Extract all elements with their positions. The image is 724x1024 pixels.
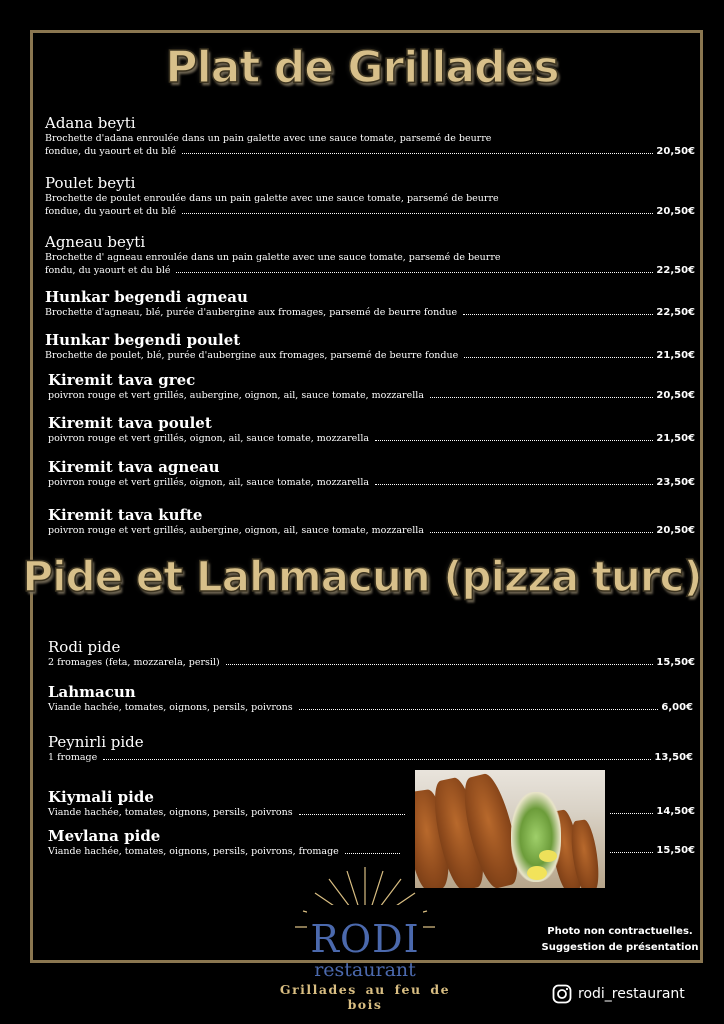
item-name: Hunkar begendi agneau xyxy=(45,288,248,306)
instagram-link[interactable] xyxy=(552,984,685,1004)
item-price: 15,50€ xyxy=(656,845,695,856)
item-price: 21,50€ xyxy=(656,433,695,444)
menu-item-rodi-pide xyxy=(48,639,695,669)
menu-item-hunkar-poulet xyxy=(45,332,695,362)
item-desc: fondu, du yaourt et du blé xyxy=(45,265,171,276)
menu-item-kiymali-price-row xyxy=(610,806,695,817)
dot-leader xyxy=(226,664,654,665)
menu-item-kiymali-pide xyxy=(48,789,408,819)
dot-leader xyxy=(610,813,653,814)
item-name: Agneau beyti xyxy=(45,233,146,251)
item-name: Mevlana pide xyxy=(48,827,161,845)
menu-item-adana-beyti xyxy=(45,115,695,158)
item-price: 22,50€ xyxy=(656,265,695,276)
item-desc: Brochette de poulet enroulée dans un pain galette avec une sauce tomate, parsemé de beurre xyxy=(45,193,499,204)
item-price: 21,50€ xyxy=(656,350,695,361)
menu-item-kiremit-agneau xyxy=(48,459,695,489)
item-desc: Viande hachée, tomates, oignons, persils, poivrons xyxy=(48,807,293,818)
item-desc: poivron rouge et vert grillés, aubergine, oignon, ail, sauce tomate, mozzarella xyxy=(48,525,424,536)
item-name: Poulet beyti xyxy=(45,174,136,192)
item-price: 20,50€ xyxy=(656,390,695,401)
dot-leader xyxy=(610,852,653,853)
item-name: Kiremit tava kufte xyxy=(48,506,203,524)
item-desc: 2 fromages (feta, mozzarela, persil) xyxy=(48,657,220,668)
dot-leader xyxy=(375,484,653,485)
menu-item-hunkar-agneau xyxy=(45,289,695,319)
item-name: Lahmacun xyxy=(48,683,136,701)
menu-item-poulet-beyti xyxy=(45,175,695,218)
item-desc: 1 fromage xyxy=(48,752,98,763)
menu-item-agneau-beyti xyxy=(45,234,695,277)
dot-leader xyxy=(182,213,653,214)
item-name: Kiremit tava poulet xyxy=(48,414,212,432)
dot-leader xyxy=(345,853,400,854)
dot-leader xyxy=(430,397,653,398)
menu-item-kiremit-poulet xyxy=(48,415,695,445)
item-name: Hunkar begendi poulet xyxy=(45,331,241,349)
item-desc: poivron rouge et vert grillés, oignon, ail, sauce tomate, mozzarella xyxy=(48,433,370,444)
menu-item-peynirli-pide xyxy=(48,734,693,764)
item-desc: fondue, du yaourt et du blé xyxy=(45,206,177,217)
lemon-wedge xyxy=(527,866,547,880)
item-name: Rodi pide xyxy=(48,638,121,656)
item-price: 15,50€ xyxy=(656,657,695,668)
menu-item-kiremit-grec xyxy=(48,372,695,402)
item-desc: poivron rouge et vert grillés, oignon, ail, sauce tomate, mozzarella xyxy=(48,477,370,488)
dot-leader xyxy=(299,709,659,710)
menu-item-mevlana-pide xyxy=(48,828,403,858)
logo-name: RODI xyxy=(310,917,420,961)
item-desc: Brochette d'adana enroulée dans un pain galette avec une sauce tomate, parsemé de beurre xyxy=(45,133,492,144)
photo-disclaimer xyxy=(540,924,700,956)
logo-tagline: Grillades au feu de bois xyxy=(279,982,451,1012)
instagram-icon xyxy=(552,984,572,1004)
logo-subtitle: restaurant xyxy=(314,959,416,981)
item-name: Kiremit tava grec xyxy=(48,371,196,389)
item-price: 23,50€ xyxy=(656,477,695,488)
item-desc: Brochette de poulet, blé, purée d'aubergine aux fromages, parsemé de beurre fondue xyxy=(45,350,459,361)
instagram-handle[interactable]: rodi_restaurant xyxy=(578,986,685,1002)
item-price: 6,00€ xyxy=(661,702,693,713)
item-desc: Brochette d'agneau, blé, purée d'aubergine aux fromages, parsemé de beurre fondue xyxy=(45,307,458,318)
dot-leader xyxy=(182,153,653,154)
menu-item-mevlana-price-row xyxy=(610,845,695,856)
item-desc: fondue, du yaourt et du blé xyxy=(45,146,177,157)
disclaimer-line: Photo non contractuelles. xyxy=(547,926,693,937)
item-price: 14,50€ xyxy=(656,806,695,817)
item-desc: poivron rouge et vert grillés, aubergine, oignon, ail, sauce tomate, mozzarella xyxy=(48,390,424,401)
menu-item-lahmacun xyxy=(48,684,693,714)
dot-leader xyxy=(103,759,651,760)
dot-leader xyxy=(463,314,653,315)
dot-leader xyxy=(430,532,653,533)
item-price: 20,50€ xyxy=(656,525,695,536)
item-name: Kiymali pide xyxy=(48,788,154,806)
item-price: 13,50€ xyxy=(654,752,693,763)
item-desc: Viande hachée, tomates, oignons, persils, poivrons xyxy=(48,702,293,713)
restaurant-logo xyxy=(265,865,465,1012)
dot-leader xyxy=(464,357,653,358)
item-price: 20,50€ xyxy=(656,146,695,157)
item-desc: Viande hachée, tomates, oignons, persils, poivrons, fromage xyxy=(48,846,339,857)
dot-leader xyxy=(176,272,653,273)
dot-leader xyxy=(375,440,653,441)
menu-item-kiremit-kufte xyxy=(48,507,695,537)
section-title-grillades: Plat de Grillades xyxy=(165,42,559,93)
item-name: Peynirli pide xyxy=(48,733,144,751)
item-price: 22,50€ xyxy=(656,307,695,318)
disclaimer-line: Suggestion de présentation xyxy=(541,942,699,953)
section-title-pide: Pide et Lahmacun (pizza turc) xyxy=(22,552,702,601)
item-desc: Brochette d' agneau enroulée dans un pain galette avec une sauce tomate, parsemé de beurre xyxy=(45,252,501,263)
item-name: Kiremit tava agneau xyxy=(48,458,220,476)
lemon-wedge xyxy=(539,850,557,862)
item-price: 20,50€ xyxy=(656,206,695,217)
dot-leader xyxy=(299,814,405,815)
item-name: Adana beyti xyxy=(45,114,136,132)
